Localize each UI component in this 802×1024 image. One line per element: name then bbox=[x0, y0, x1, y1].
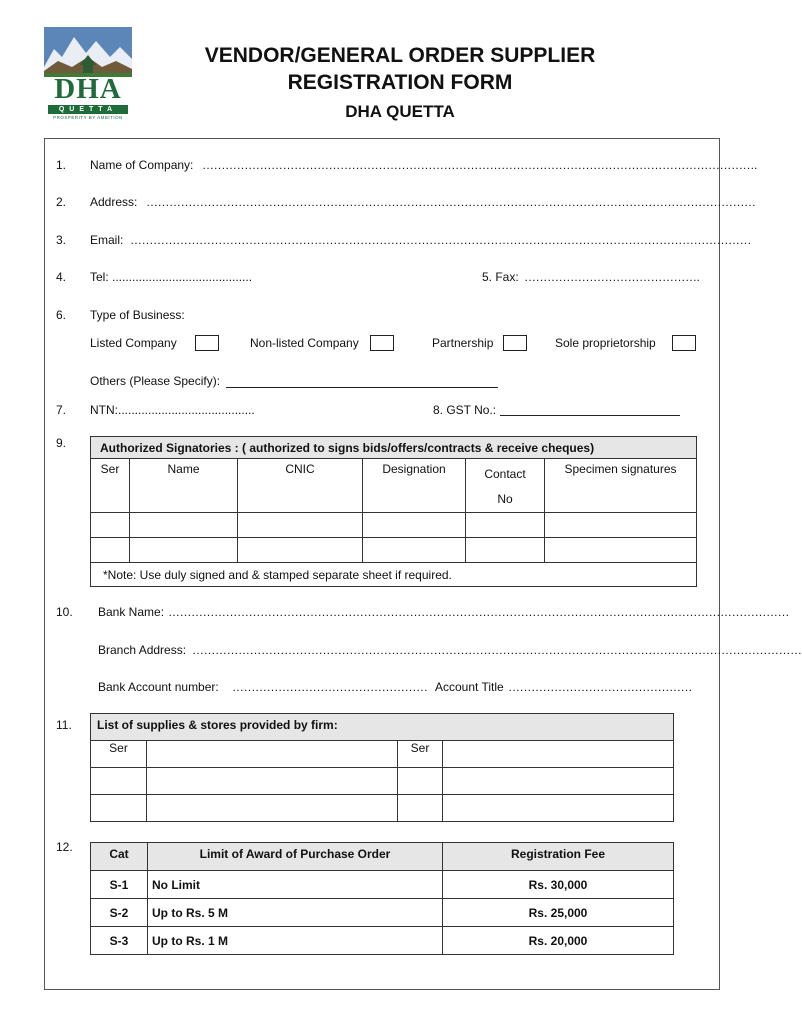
supplies-table bbox=[90, 713, 674, 822]
listed-company-checkbox[interactable] bbox=[195, 335, 219, 351]
col-limit: Limit of Award of Purchase Order bbox=[148, 843, 443, 871]
logo-subtitle: QUETTA bbox=[48, 105, 128, 114]
col-specimen: Specimen signatures bbox=[545, 459, 697, 513]
account-title-field[interactable]: ………………………………………… bbox=[508, 680, 692, 694]
table-row[interactable] bbox=[91, 538, 697, 563]
item-number: 12. bbox=[56, 840, 73, 854]
table-row bbox=[91, 899, 674, 927]
gst-field[interactable] bbox=[500, 415, 680, 416]
partnership-label: Partnership bbox=[432, 336, 494, 350]
table-row bbox=[91, 927, 674, 955]
col-designation: Designation bbox=[363, 459, 466, 513]
form-title-line2: REGISTRATION FORM bbox=[287, 71, 513, 94]
business-type-label: Type of Business: bbox=[90, 308, 185, 322]
fee-cell: Rs. 20,000 bbox=[443, 927, 674, 955]
col-cnic: CNIC bbox=[238, 459, 363, 513]
company-label: Name of Company: bbox=[90, 158, 194, 172]
cat-cell: S-2 bbox=[91, 899, 148, 927]
address-field[interactable]: …………………………………………………………………………………………………………………………………………… bbox=[146, 195, 756, 209]
item-number: 2. bbox=[56, 195, 67, 209]
item-number: 7. bbox=[56, 403, 67, 417]
others-label: Others (Please Specify): bbox=[90, 374, 221, 388]
others-field[interactable] bbox=[226, 387, 498, 388]
table-row bbox=[91, 871, 674, 899]
listed-company-label: Listed Company bbox=[90, 336, 177, 350]
account-number-field[interactable]: …………………………………………… bbox=[232, 680, 428, 694]
col-ser: Ser bbox=[91, 459, 130, 513]
form-title-line1: VENDOR/GENERAL ORDER SUPPLIER bbox=[204, 44, 596, 67]
nonlisted-company-checkbox[interactable] bbox=[370, 335, 394, 351]
col-ser: Ser bbox=[398, 741, 443, 768]
cat-cell: S-3 bbox=[91, 927, 148, 955]
company-field[interactable]: ………………………………………………………………………………………………………………………………. bbox=[202, 158, 757, 172]
table-row[interactable] bbox=[91, 795, 674, 822]
tel-field[interactable]: .......................................... bbox=[112, 270, 253, 284]
item-number: 10. bbox=[56, 605, 73, 619]
col-contact: Contact No bbox=[466, 459, 545, 513]
fee-cell: Rs. 30,000 bbox=[443, 871, 674, 899]
table-row[interactable] bbox=[91, 513, 697, 538]
item-number: 6. bbox=[56, 308, 67, 322]
supplies-caption: List of supplies & stores provided by firm: bbox=[91, 714, 674, 741]
limit-cell: Up to Rs. 5 M bbox=[148, 899, 443, 927]
table-row[interactable] bbox=[91, 768, 674, 795]
email-label: Email: bbox=[90, 233, 124, 247]
col-registration-fee: Registration Fee bbox=[443, 843, 674, 871]
dha-logo bbox=[44, 27, 132, 121]
gst-label: 8. GST No.: bbox=[433, 403, 497, 417]
ntn-field[interactable]: ......................................... bbox=[118, 403, 255, 417]
limit-cell: No Limit bbox=[148, 871, 443, 899]
item-number: 4. bbox=[56, 270, 67, 284]
item-number: 3. bbox=[56, 233, 67, 247]
ntn-label: NTN: bbox=[90, 403, 118, 417]
fee-cell: Rs. 25,000 bbox=[443, 899, 674, 927]
account-title-label: Account Title bbox=[435, 680, 504, 694]
logo-tagline: PROSPERITY BY AMBITION bbox=[53, 115, 123, 120]
col-name: Name bbox=[130, 459, 238, 513]
branch-address-label: Branch Address: bbox=[98, 643, 187, 657]
sole-proprietorship-checkbox[interactable] bbox=[672, 335, 696, 351]
cat-cell: S-1 bbox=[91, 871, 148, 899]
mountain-logo-icon bbox=[44, 27, 132, 77]
sole-proprietorship-label: Sole proprietorship bbox=[555, 336, 656, 350]
col-cat: Cat bbox=[91, 843, 148, 871]
signatories-table bbox=[90, 436, 697, 587]
form-title-line3: DHA QUETTA bbox=[345, 102, 455, 121]
account-number-label: Bank Account number: bbox=[98, 680, 219, 694]
signatories-note: *Note: Use duly signed and & stamped separate sheet if required. bbox=[91, 563, 697, 587]
col-ser: Ser bbox=[91, 741, 147, 768]
item-number: 1. bbox=[56, 158, 67, 172]
email-field[interactable]: ……………………………………………………………………………………………………………………………………………… bbox=[130, 233, 751, 247]
fax-label: 5. Fax: bbox=[482, 270, 519, 284]
branch-address-field[interactable]: …………………………………………………………………………………………………………………………………………… bbox=[192, 643, 802, 657]
fax-field[interactable]: ………………………………………. bbox=[524, 270, 700, 284]
limit-cell: Up to Rs. 1 M bbox=[148, 927, 443, 955]
signatories-caption: Authorized Signatories : ( authorized to signs bids/offers/contracts & receive cheques) bbox=[91, 437, 697, 459]
bank-name-field[interactable]: ……………………………………………………………………………………………………………………………………………… bbox=[168, 605, 789, 619]
logo-text: DHA bbox=[54, 73, 122, 105]
item-number: 11. bbox=[56, 718, 72, 732]
bank-name-label: Bank Name: bbox=[98, 605, 165, 619]
categories-table bbox=[90, 842, 674, 955]
partnership-checkbox[interactable] bbox=[503, 335, 527, 351]
nonlisted-company-label: Non-listed Company bbox=[250, 336, 359, 350]
address-label: Address: bbox=[90, 195, 138, 209]
tel-label: Tel: bbox=[90, 270, 109, 284]
item-number: 9. bbox=[56, 436, 67, 450]
